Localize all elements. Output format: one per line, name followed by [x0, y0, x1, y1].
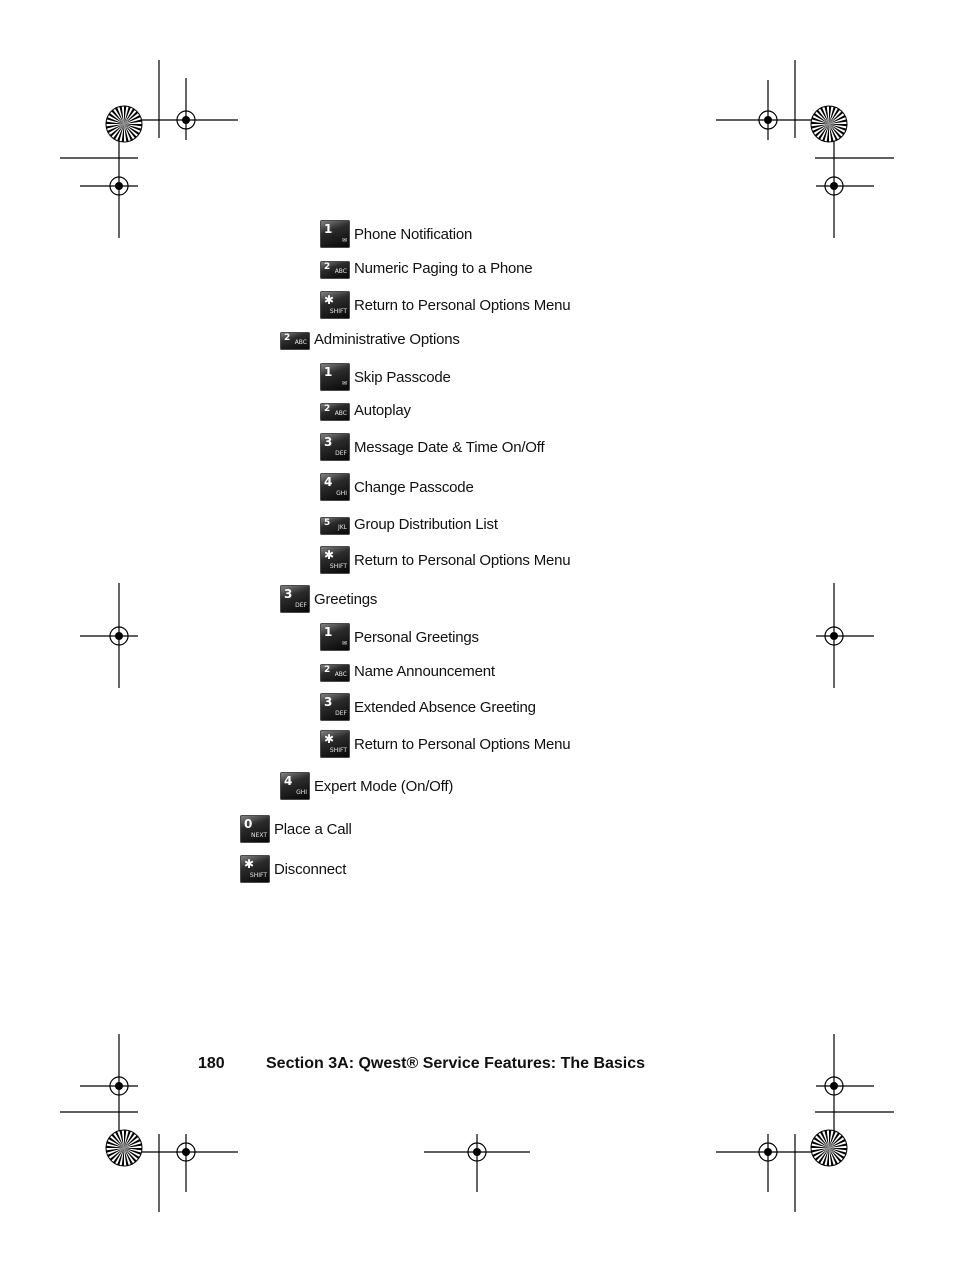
- key-1-icon: 1 ✉: [320, 363, 350, 391]
- key-4-icon: 4 GHI: [280, 772, 310, 800]
- registration-star-icon: [811, 106, 847, 142]
- key-3-icon: 3 DEF: [320, 693, 350, 721]
- menu-item: [240, 814, 352, 844]
- menu-item: [320, 290, 570, 320]
- key-star-icon: ✱ SHIFT: [320, 291, 350, 319]
- menu-item-label: Expert Mode (On/Off): [314, 777, 454, 795]
- menu-item: [320, 395, 411, 425]
- menu-item: [320, 253, 532, 283]
- menu-item-label: Extended Absence Greeting: [354, 698, 536, 716]
- key-0-icon: 0 NEXT: [240, 815, 270, 843]
- menu-item-label: Message Date & Time On/Off: [354, 438, 545, 456]
- key-5-icon: 5 JKL: [320, 517, 350, 535]
- key-2-icon: 2 ABC: [280, 332, 310, 350]
- key-2-icon: 2 ABC: [320, 403, 350, 421]
- key-4-icon: 4 GHI: [320, 473, 350, 501]
- menu-item-label: Group Distribution List: [354, 515, 498, 533]
- menu-item: [320, 509, 498, 539]
- menu-item-label: Disconnect: [274, 860, 347, 878]
- menu-item: [320, 362, 451, 392]
- registration-star-icon: [106, 106, 142, 142]
- menu-item-label: Return to Personal Options Menu: [354, 735, 571, 753]
- key-1-icon: 1 ✉: [320, 623, 350, 651]
- page-number: 180: [198, 1055, 225, 1072]
- menu-item-label: Phone Notification: [354, 225, 473, 243]
- menu-item-label: Name Announcement: [354, 662, 495, 680]
- key-2-icon: 2 ABC: [320, 664, 350, 682]
- key-star-icon: ✱ SHIFT: [320, 546, 350, 574]
- menu-item: [320, 729, 570, 759]
- section-title: Section 3A: Qwest® Service Features: The Basics: [266, 1055, 646, 1072]
- menu-item: [320, 622, 479, 652]
- menu-item-label: Autoplay: [354, 401, 411, 419]
- key-star-icon: ✱ SHIFT: [240, 855, 270, 883]
- key-3-icon: 3 DEF: [280, 585, 310, 613]
- menu-item-label: Numeric Paging to a Phone: [354, 259, 533, 277]
- menu-item-label: Return to Personal Options Menu: [354, 551, 571, 569]
- menu-item: [320, 472, 474, 502]
- menu-item: [320, 545, 570, 575]
- page-footer: [198, 1055, 645, 1073]
- menu-item-label: Change Passcode: [354, 478, 474, 496]
- menu-item: [320, 432, 544, 462]
- registration-star-icon: [811, 1130, 847, 1166]
- menu-item: [280, 324, 460, 354]
- key-1-icon: 1 ✉: [320, 220, 350, 248]
- menu-item: [320, 219, 472, 249]
- menu-item-label: Return to Personal Options Menu: [354, 296, 571, 314]
- menu-item: [280, 771, 453, 801]
- menu-item-label: Greetings: [314, 590, 378, 608]
- registration-star-icon: [106, 1130, 142, 1166]
- key-2-icon: 2 ABC: [320, 261, 350, 279]
- menu-item: [240, 854, 346, 884]
- menu-item-label: Skip Passcode: [354, 368, 451, 386]
- key-star-icon: ✱ SHIFT: [320, 730, 350, 758]
- menu-item-label: Place a Call: [274, 820, 352, 838]
- menu-item-label: Administrative Options: [314, 330, 460, 348]
- menu-item: [320, 692, 536, 722]
- key-3-icon: 3 DEF: [320, 433, 350, 461]
- menu-item: [280, 584, 377, 614]
- menu-item: [320, 656, 495, 686]
- menu-item-label: Personal Greetings: [354, 628, 479, 646]
